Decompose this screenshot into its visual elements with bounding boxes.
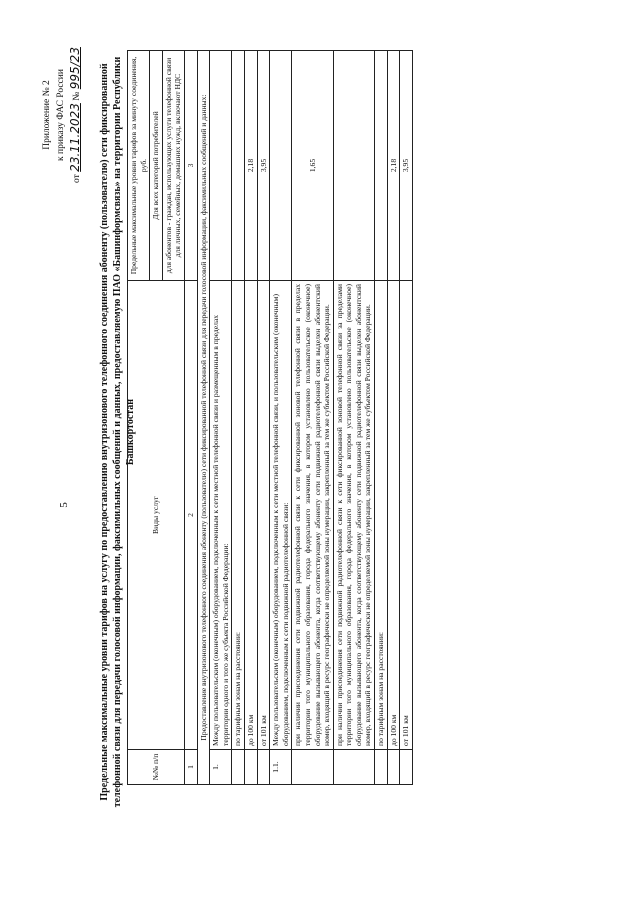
row-value: 1,65	[292, 51, 333, 281]
row-text: при наличии присоединения сети подвижной радиотелефонной связи к сети фиксированной зоновой телефонной связи в пределах территории того муниципального образования, города федерального значения, в котором установлено пользовательское (оконечное) оборудование вызывающего абонента, когда соответствующему абоненту сети подвижной радиотелефонной связи выделен абонентский номер, входящий в ресурс географически не определяемой зоны нумерации, закрепленный за тем же субъектом Российской Федерации.	[292, 281, 333, 750]
row-text: по тарифным зонам на расстоянии:	[375, 281, 388, 750]
handwritten-number: 995/23	[68, 47, 82, 90]
table-row	[232, 51, 245, 785]
table-row	[244, 51, 257, 785]
document-title: Предельные максимальные уровни тарифов на услугу по предоставлению внутризонового телефонного соединения абоненту (пользователю) сети фиксированной телефонной связи для передачи голосовой информации, факсимильных сообщений и данных, предоставляемую ПАО «Башинформсвязь» на территории Республики Башкортостан	[99, 56, 136, 808]
row-num	[387, 750, 400, 785]
row-num	[400, 750, 413, 785]
order-reference: к приказу ФАС России	[56, 69, 66, 161]
table-row	[375, 51, 388, 785]
row-text: до 100 км	[387, 281, 400, 750]
table-row	[210, 51, 232, 785]
index-row	[184, 51, 197, 785]
row-text: до 100 км	[244, 281, 257, 750]
order-date-line	[68, 25, 84, 205]
row-value	[375, 51, 388, 281]
row-text: по тарифным зонам на расстоянии:	[232, 281, 245, 750]
row-value	[333, 51, 374, 281]
date-prefix: от	[72, 174, 82, 183]
table-row	[292, 51, 333, 785]
row-value	[270, 51, 292, 281]
table-row	[257, 51, 270, 785]
row-value	[210, 51, 232, 281]
tariff-table	[127, 50, 413, 785]
index-cell: 1	[184, 750, 197, 785]
header-all-categories: Для всех категорий потребителей	[150, 51, 163, 281]
row-value	[232, 51, 245, 281]
header-num: №№ п/п	[128, 750, 185, 785]
row-num	[232, 750, 245, 785]
row-num: 1.	[210, 750, 232, 785]
row-num	[375, 750, 388, 785]
header-limits: Предельные максимальные уровни тарифов за минуту соединения, руб.	[128, 51, 150, 281]
handwritten-date: 23.11.2023	[68, 103, 82, 172]
table-row	[333, 51, 374, 785]
table-row	[400, 51, 413, 785]
row-num	[333, 750, 374, 785]
row-text: от 101 км	[400, 281, 413, 750]
row-text: Между пользовательским (оконечным) оборудованием, подключенным к сети местной телефонной связи, и пользовательским (оконечным) оборудованием, подключенным к сети подвижной радиотелефонной связи:	[270, 281, 292, 750]
header-service: Виды услуг	[128, 281, 185, 750]
row-value: 3,95	[400, 51, 413, 281]
number-prefix: №	[72, 91, 82, 101]
row-num	[257, 750, 270, 785]
index-cell: 3	[184, 51, 197, 281]
table-row	[270, 51, 292, 785]
header-row	[128, 51, 150, 785]
table-row	[387, 51, 400, 785]
page-number: 5	[58, 502, 70, 508]
row-text: Между пользовательским (оконечным) оборудованием, подключенным к сети местной телефонной связи и размещенным в пределах территории одного и того же субъекта Российской Федерации:	[210, 281, 232, 750]
appendix-label: Приложение № 2	[42, 80, 52, 150]
row-num	[244, 750, 257, 785]
section-title: Предоставление внутризонового телефонного соединения абоненту (пользователю) сети фиксированной телефонной связи для передачи голосовой информации, факсимильных сообщений и данных:	[197, 51, 210, 785]
row-text: при наличии присоединения сети подвижной радиотелефонной связи к сети фиксированной зоновой телефонной связи за пределами территории того муниципального образования, города федерального значения, в котором установлено пользовательское (оконечное) оборудование вызывающего абонента, когда соответствующему абоненту сети подвижной радиотелефонной связи выделен абонентский номер, входящий в ресурс географически не определяемой зоны нумерации, закрепленный за тем же субъектом Российской Федерации.	[333, 281, 374, 750]
row-value: 2,18	[387, 51, 400, 281]
row-value: 2,18	[244, 51, 257, 281]
section-row	[197, 51, 210, 785]
row-text: от 101 км	[257, 281, 270, 750]
index-cell: 2	[184, 281, 197, 750]
header-subscriber: для абонентов - граждан, использующих услуги телефонной связи для личных, семейных, домашних нужд, включают НДС	[162, 51, 184, 281]
row-value: 3,95	[257, 51, 270, 281]
appendix-block	[40, 25, 84, 205]
row-num	[292, 750, 333, 785]
row-num: 1.1.	[270, 750, 292, 785]
